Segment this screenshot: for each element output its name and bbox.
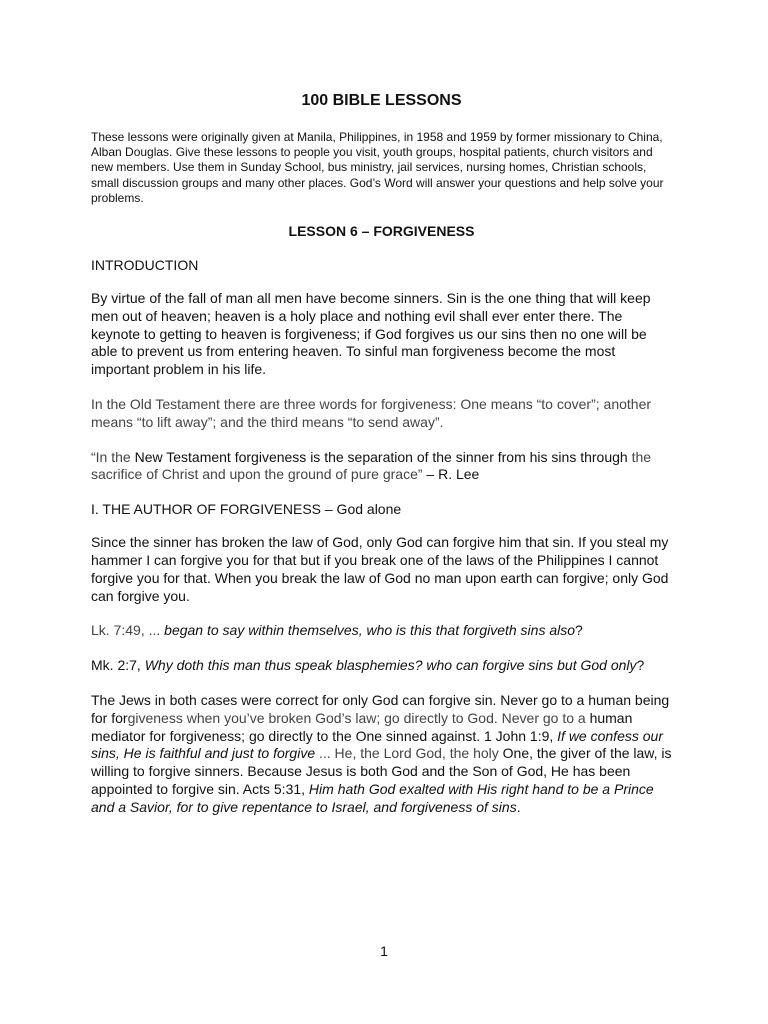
quote-new-testament xyxy=(91,449,672,485)
paragraph-fall-of-man: By virtue of the fall of man all men have become sinners. Sin is the one thing that will keep men out of heaven; heaven is a holy place and nothing evil shall ever enter there. The keynote to getting to heaven is forgiveness; if God forgives us our sins then no one will be able to prevent us from entering heaven. To sinful man forgiveness become the most important problem in his life. xyxy=(91,290,651,378)
verse-mark xyxy=(91,657,672,675)
jews-part-a: The Jews in both cases were correct for only God can forgive sin. Never go to a human being for for xyxy=(91,691,670,726)
quote-part-grace: the sacrifice of Christ and upon the ground of pure grace” xyxy=(91,448,652,483)
verse-mark-ref: Mk. 2:7, xyxy=(91,657,145,674)
jews-part-b: giveness when you’ve broken God’s law; go directly to God. Never go to a xyxy=(127,709,586,726)
page-number: 1 xyxy=(380,943,388,959)
verse-luke-text: began to say within themselves, who is this that forgiveth sins also xyxy=(164,622,576,639)
intro-note: These lessons were originally given at Manila, Philippines, in 1958 and 1959 by former missionary to China, Alban Douglas. Give these lessons to people you visit, youth groups, hospital patients, church visitors and new members. Use them in Sunday School, bus ministry, jail services, nursing homes, Christian schools, small discussion groups and many other places. God’s Word will answer your questions and help solve your problems. xyxy=(91,130,664,205)
paragraph-sinner: Since the sinner has broken the law of God, only God can forgive him that sin. If you steal my hammer I can forgive you for that but if you break one of the laws of the Philippines I cannot forgive you for that. When you break the law of God no man upon earth can forgive; only God can forgive you. xyxy=(91,534,669,604)
quote-part-main: New Testament forgiveness is the separation of the sinner from his sins through xyxy=(134,448,628,465)
jews-verse-acts: Him hath God exalted with His right hand to be a Prince and a Savior, for to give repentance to Israel, and forgiveness of sins xyxy=(91,780,654,815)
jews-part-f: One, the giver of the law, is willing to forgive sinners. Because Jesus is both God and the Son of God, He has been appointed to forgive sin. Acts 5:31, xyxy=(91,745,672,797)
jews-part-c: human mediator for forgiveness; go directly to the One sinned against. 1 John 1:9, xyxy=(91,709,633,744)
document-title: 100 BIBLE LESSONS xyxy=(301,92,462,109)
verse-luke-ref: Lk. 7:49, ... xyxy=(91,622,165,639)
jews-verse-1john: If we confess our sins, He is faithful and just to forgive xyxy=(91,727,663,762)
section-1-heading: I. THE AUTHOR OF FORGIVENESS – God alone xyxy=(91,501,402,518)
verse-mark-end: ? xyxy=(636,657,645,674)
jews-part-h: . xyxy=(516,798,521,815)
lesson-heading: LESSON 6 – FORGIVENESS xyxy=(288,223,475,240)
quote-part-open: “In the xyxy=(91,448,135,465)
jews-part-e: ... He, the Lord God, the holy xyxy=(315,745,499,762)
introduction-heading: INTRODUCTION xyxy=(91,257,199,274)
paragraph-jews xyxy=(91,692,672,817)
verse-mark-text: Why doth this man thus speak blasphemies? who can forgive sins but God only xyxy=(144,657,637,674)
paragraph-old-testament: In the Old Testament there are three words for forgiveness: One means “to cover”; another means “to lift away”; and the third means “to send away”. xyxy=(91,396,652,430)
verse-luke xyxy=(91,622,672,640)
quote-attribution: – R. Lee xyxy=(426,466,480,483)
verse-luke-end: ? xyxy=(575,622,583,639)
